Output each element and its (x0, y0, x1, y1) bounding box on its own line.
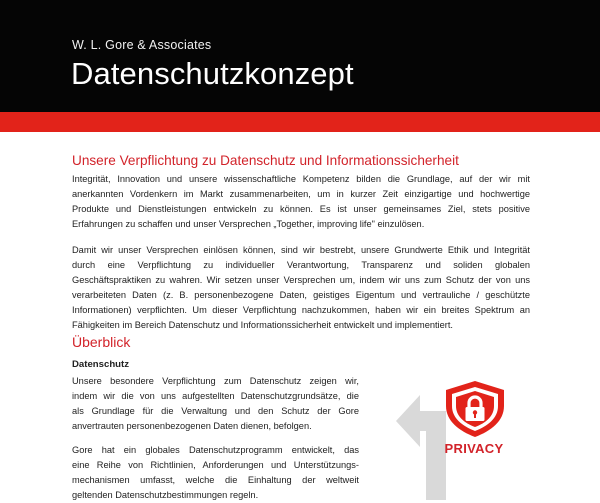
paragraph-privacy-principles (72, 374, 359, 434)
text-line: indem wir die von uns aufgestellten Datenschutzgrundsätze, die (72, 391, 359, 401)
text-line: Fähigkeiten im Bereich Datenschutz und Informationssicherheit entwickelt und implementiert. (72, 320, 453, 330)
text-line: durch eine Verpflichtung zu individueller Verantwortung, Transparenz und soliden globalen (72, 260, 530, 270)
header-band (0, 0, 600, 112)
text-line: Integrität, Innovation und unsere wissenschaftliche Kompetenz bilden die Grundlage, auf der wir mit (72, 174, 530, 184)
paragraph-values (72, 243, 530, 333)
text-line: Damit wir unser Versprechen einlösen können, sind wir bestrebt, unsere Grundwerte Ethik und Integrität (72, 245, 530, 255)
arrow-icon (396, 395, 446, 500)
text-line: Geschäftspraktiken zu wahren. Wir setzen unser Versprechen um, indem wir uns zum Schutz der von uns (72, 275, 530, 285)
privacy-label: PRIVACY (444, 441, 504, 456)
text-line: verarbeiteten Daten (z. B. personenbezogene Daten, geistiges Eigentum und vertrauliche / geschützte (72, 290, 530, 300)
paragraph-intro (72, 172, 530, 232)
red-accent-bar (0, 112, 600, 132)
section-heading-commitment: Unsere Verpflichtung zu Datenschutz und Informationssicherheit (72, 153, 459, 168)
text-line: eine Reihe von Richtlinien, Anforderungen und Unterstützungs- (72, 460, 359, 470)
subheading-privacy: Datenschutz (72, 359, 130, 370)
paragraph-privacy-program (72, 443, 359, 503)
text-line: Erfahrungen zu schaffen und unser Versprechen „Together, improving life" einzulösen. (72, 219, 425, 229)
document-title: Datenschutzkonzept (71, 56, 354, 91)
text-line: anvertrauten personenbezogenen Daten dienen, befolgen. (72, 421, 312, 431)
text-line: anerkannten Vordenkern im Markt zusammenarbeiten, um in kurzer Zeit einzigartige und hochwertige (72, 189, 530, 199)
section-heading-overview: Überblick (72, 334, 131, 350)
text-line: Gore hat ein globales Datenschutzprogramm entwickelt, das (72, 445, 359, 455)
text-line: als Grundlage für die Verwaltung und den Schutz der Gore (72, 406, 359, 416)
text-line: mechanismen umfasst, welche die Einhaltung der weltweit (72, 475, 359, 485)
company-name: W. L. Gore & Associates (72, 38, 212, 52)
shield-lock-icon (444, 380, 506, 438)
text-line: geltenden Datenschutzbestimmungen regeln. (72, 490, 259, 500)
text-line: Unsere besondere Verpflichtung zum Datenschutz zeigen wir, (72, 376, 359, 386)
text-line: Produkte und Dienstleistungen entwickeln zu können. Es ist unser gemeinsames Ziel, stets positive (72, 204, 530, 214)
text-line: Informationen) verpflichten. Um dieser Verpflichtung nachzukommen, haben wir ein breites Spektrum an (72, 305, 530, 315)
